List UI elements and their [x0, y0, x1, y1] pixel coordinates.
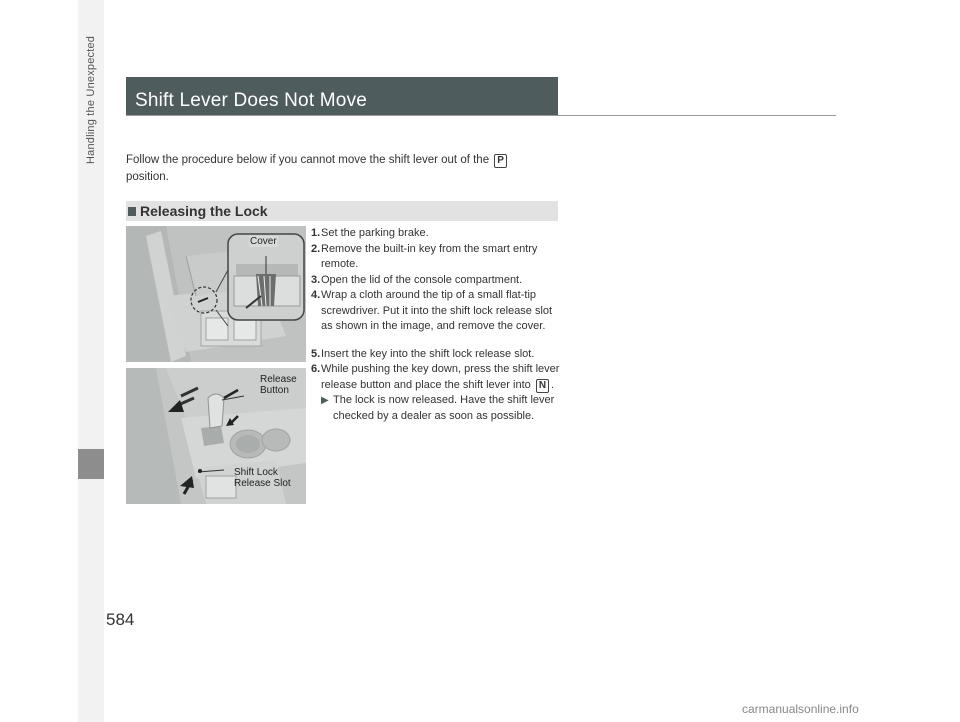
step-text: Wrap a cloth around the tip of a small flat-tip screwdriver. Put it into the shift lock release slot as shown in the image, and remove the cover.: [321, 289, 553, 332]
step-text: Set the parking brake.: [321, 227, 429, 239]
shift-lock-slot-callout-line1: Shift Lock: [234, 467, 278, 478]
step-3: [311, 273, 561, 289]
figure-console-cover: [126, 226, 306, 362]
park-key-symbol: P: [494, 154, 507, 168]
step-gap: [311, 335, 561, 347]
watermark: carmanualsonline.info: [742, 702, 859, 716]
step-number: 2.: [311, 242, 321, 255]
step-text: Remove the built-in key from the smart entry remote.: [321, 242, 538, 270]
side-tab-marker: [78, 449, 104, 479]
release-button-callout-line1: Release: [260, 374, 297, 385]
result-text: The lock is now released. Have the shift lever checked by a dealer as soon as possible.: [333, 394, 555, 422]
shift-lock-slot-callout-line2: Release Slot: [234, 478, 291, 489]
section-title: [128, 203, 268, 219]
release-button-callout: [260, 374, 297, 396]
step-5: [311, 347, 561, 363]
step-text: [321, 362, 561, 393]
step-number: 4.: [311, 289, 321, 301]
page-title: Shift Lever Does Not Move: [135, 90, 368, 111]
intro-text-before: Follow the procedure below if you cannot move the shift lever out of the: [126, 154, 490, 166]
intro-text-after: position.: [126, 171, 169, 183]
figure-shift-lever: [126, 368, 306, 504]
step-text: Open the lid of the console compartment.: [321, 273, 523, 286]
title-rule: [126, 115, 836, 116]
release-button-callout-line2: Button: [260, 385, 289, 396]
step-number: 1.: [311, 227, 321, 239]
result-arrow-icon: ▶: [321, 395, 329, 406]
shift-lock-slot-callout: [234, 467, 291, 489]
step-6-text-before: While pushing the key down, press the shift lever release button and place the shift lever into: [321, 363, 560, 391]
neutral-key-symbol: N: [536, 379, 549, 393]
step-2: [311, 242, 561, 273]
console-cover-illustration: [126, 226, 306, 362]
section-title-text: Releasing the Lock: [140, 203, 268, 219]
step-1: [311, 226, 561, 242]
step-text: Insert the key into the shift lock release slot.: [321, 347, 535, 360]
step-number: 6.: [311, 363, 321, 375]
step-4: [311, 288, 561, 335]
chapter-label: Handling the Unexpected: [85, 36, 97, 165]
intro-paragraph: [126, 152, 566, 186]
page-number: 584: [106, 610, 135, 629]
step-number: 3.: [311, 273, 321, 286]
procedure-steps: [311, 226, 561, 424]
cover-callout: Cover: [250, 236, 277, 247]
step-6-text-after: .: [551, 378, 555, 391]
step-number: 5.: [311, 347, 321, 360]
step-6: [311, 362, 561, 393]
result-note: [311, 393, 561, 424]
section-square-icon: [128, 207, 136, 216]
